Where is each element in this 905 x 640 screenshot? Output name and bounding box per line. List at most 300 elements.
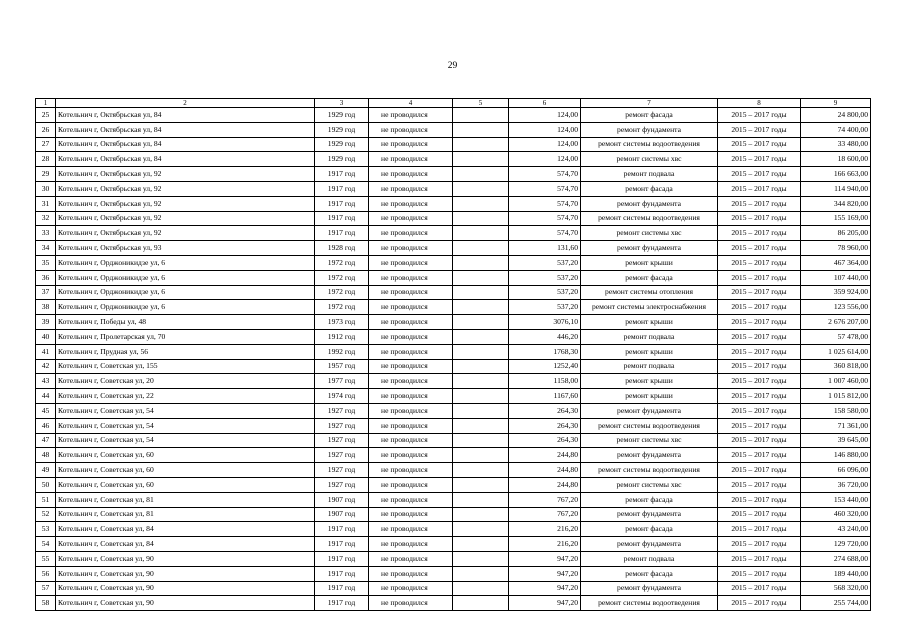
row-number-cell: 39 xyxy=(36,315,56,330)
cell-empty-cell xyxy=(453,122,509,137)
last-repair-cell: не проводился xyxy=(369,566,453,581)
build-year-cell: 1929 год xyxy=(315,108,369,123)
area-cell: 124,00 xyxy=(509,152,581,167)
cell-empty-cell xyxy=(453,463,509,478)
period-cell: 2015 – 2017 годы xyxy=(718,477,801,492)
area-cell: 244,80 xyxy=(509,477,581,492)
last-repair-cell: не проводился xyxy=(369,551,453,566)
last-repair-cell: не проводился xyxy=(369,507,453,522)
build-year-cell: 1917 год xyxy=(315,537,369,552)
table-row xyxy=(36,418,871,433)
row-number-cell: 41 xyxy=(36,344,56,359)
area-cell: 264,30 xyxy=(509,433,581,448)
table-row xyxy=(36,566,871,581)
repair-plan-table xyxy=(35,98,871,611)
cost-cell: 24 800,00 xyxy=(801,108,871,123)
row-number-cell: 33 xyxy=(36,226,56,241)
work-type-cell: ремонт крыши xyxy=(581,344,718,359)
area-cell: 1252,40 xyxy=(509,359,581,374)
cost-cell: 274 688,00 xyxy=(801,551,871,566)
address-cell: Котельнич г, Советская ул, 81 xyxy=(56,492,315,507)
table-row xyxy=(36,581,871,596)
table-row xyxy=(36,270,871,285)
build-year-cell: 1912 год xyxy=(315,329,369,344)
cell-empty-cell xyxy=(453,226,509,241)
work-type-cell: ремонт фасада xyxy=(581,566,718,581)
last-repair-cell: не проводился xyxy=(369,255,453,270)
build-year-cell: 1927 год xyxy=(315,477,369,492)
table-body xyxy=(36,108,871,611)
row-number-cell: 27 xyxy=(36,137,56,152)
table-row xyxy=(36,122,871,137)
period-cell: 2015 – 2017 годы xyxy=(718,122,801,137)
work-type-cell: ремонт системы хвс xyxy=(581,226,718,241)
period-cell: 2015 – 2017 годы xyxy=(718,522,801,537)
cell-empty-cell xyxy=(453,211,509,226)
work-type-cell: ремонт крыши xyxy=(581,374,718,389)
build-year-cell: 1977 год xyxy=(315,374,369,389)
area-cell: 216,20 xyxy=(509,537,581,552)
period-cell: 2015 – 2017 годы xyxy=(718,196,801,211)
area-cell: 537,20 xyxy=(509,255,581,270)
cell-empty-cell xyxy=(453,389,509,404)
build-year-cell: 1927 год xyxy=(315,403,369,418)
cell-empty-cell xyxy=(453,359,509,374)
cell-empty-cell xyxy=(453,492,509,507)
work-type-cell: ремонт фасада xyxy=(581,181,718,196)
cell-empty-cell xyxy=(453,566,509,581)
area-cell: 264,30 xyxy=(509,418,581,433)
table-row xyxy=(36,211,871,226)
row-number-cell: 37 xyxy=(36,285,56,300)
cost-cell: 43 240,00 xyxy=(801,522,871,537)
row-number-cell: 34 xyxy=(36,241,56,256)
area-cell: 947,20 xyxy=(509,551,581,566)
last-repair-cell: не проводился xyxy=(369,522,453,537)
row-number-cell: 28 xyxy=(36,152,56,167)
header-row xyxy=(36,99,871,108)
cell-empty-cell xyxy=(453,108,509,123)
area-cell: 244,80 xyxy=(509,448,581,463)
cell-empty-cell xyxy=(453,581,509,596)
work-type-cell: ремонт фундамента xyxy=(581,196,718,211)
table-row xyxy=(36,477,871,492)
period-cell: 2015 – 2017 годы xyxy=(718,181,801,196)
address-cell: Котельнич г, Советская ул, 81 xyxy=(56,507,315,522)
address-cell: Котельнич г, Октябрьская ул, 84 xyxy=(56,108,315,123)
address-cell: Котельнич г, Орджоникидзе ул, 6 xyxy=(56,285,315,300)
area-cell: 537,20 xyxy=(509,285,581,300)
cost-cell: 467 364,00 xyxy=(801,255,871,270)
build-year-cell: 1917 год xyxy=(315,167,369,182)
last-repair-cell: не проводился xyxy=(369,211,453,226)
address-cell: Котельнич г, Октябрьская ул, 92 xyxy=(56,181,315,196)
build-year-cell: 1917 год xyxy=(315,566,369,581)
table-row xyxy=(36,389,871,404)
last-repair-cell: не проводился xyxy=(369,226,453,241)
period-cell: 2015 – 2017 годы xyxy=(718,537,801,552)
cost-cell: 146 880,00 xyxy=(801,448,871,463)
period-cell: 2015 – 2017 годы xyxy=(718,359,801,374)
row-number-cell: 43 xyxy=(36,374,56,389)
work-type-cell: ремонт системы водоотведения xyxy=(581,211,718,226)
period-cell: 2015 – 2017 годы xyxy=(718,492,801,507)
work-type-cell: ремонт системы водоотведения xyxy=(581,418,718,433)
table-row xyxy=(36,448,871,463)
cost-cell: 158 580,00 xyxy=(801,403,871,418)
last-repair-cell: не проводился xyxy=(369,359,453,374)
address-cell: Котельнич г, Советская ул, 84 xyxy=(56,522,315,537)
area-cell: 537,20 xyxy=(509,270,581,285)
last-repair-cell: не проводился xyxy=(369,167,453,182)
work-type-cell: ремонт крыши xyxy=(581,389,718,404)
last-repair-cell: не проводился xyxy=(369,492,453,507)
row-number-cell: 29 xyxy=(36,167,56,182)
row-number-cell: 45 xyxy=(36,403,56,418)
area-cell: 124,00 xyxy=(509,108,581,123)
last-repair-cell: не проводился xyxy=(369,270,453,285)
cell-empty-cell xyxy=(453,167,509,182)
address-cell: Котельнич г, Орджоникидзе ул, 6 xyxy=(56,270,315,285)
last-repair-cell: не проводился xyxy=(369,137,453,152)
table-row xyxy=(36,507,871,522)
cost-cell: 155 169,00 xyxy=(801,211,871,226)
area-cell: 131,60 xyxy=(509,241,581,256)
cell-empty-cell xyxy=(453,300,509,315)
table-row xyxy=(36,403,871,418)
build-year-cell: 1917 год xyxy=(315,551,369,566)
table-row xyxy=(36,359,871,374)
build-year-cell: 1972 год xyxy=(315,285,369,300)
table-row xyxy=(36,551,871,566)
work-type-cell: ремонт подвала xyxy=(581,551,718,566)
address-cell: Котельнич г, Октябрьская ул, 92 xyxy=(56,211,315,226)
row-number-cell: 30 xyxy=(36,181,56,196)
cost-cell: 568 320,00 xyxy=(801,581,871,596)
address-cell: Котельнич г, Октябрьская ул, 92 xyxy=(56,226,315,241)
work-type-cell: ремонт фундамента xyxy=(581,241,718,256)
cell-empty-cell xyxy=(453,507,509,522)
last-repair-cell: не проводился xyxy=(369,181,453,196)
cell-empty-cell xyxy=(453,152,509,167)
address-cell: Котельнич г, Советская ул, 60 xyxy=(56,477,315,492)
build-year-cell: 1927 год xyxy=(315,448,369,463)
last-repair-cell: не проводился xyxy=(369,433,453,448)
cell-empty-cell xyxy=(453,403,509,418)
column-header: 2 xyxy=(56,99,315,108)
build-year-cell: 1917 год xyxy=(315,211,369,226)
cell-empty-cell xyxy=(453,315,509,330)
cost-cell: 360 818,00 xyxy=(801,359,871,374)
last-repair-cell: не проводился xyxy=(369,315,453,330)
cell-empty-cell xyxy=(453,196,509,211)
last-repair-cell: не проводился xyxy=(369,448,453,463)
build-year-cell: 1929 год xyxy=(315,152,369,167)
address-cell: Котельнич г, Октябрьская ул, 84 xyxy=(56,137,315,152)
last-repair-cell: не проводился xyxy=(369,285,453,300)
address-cell: Котельнич г, Советская ул, 22 xyxy=(56,389,315,404)
cell-empty-cell xyxy=(453,329,509,344)
table-row xyxy=(36,374,871,389)
period-cell: 2015 – 2017 годы xyxy=(718,211,801,226)
table-row xyxy=(36,137,871,152)
work-type-cell: ремонт системы хвс xyxy=(581,152,718,167)
build-year-cell: 1907 год xyxy=(315,492,369,507)
area-cell: 264,30 xyxy=(509,403,581,418)
cell-empty-cell xyxy=(453,137,509,152)
cell-empty-cell xyxy=(453,270,509,285)
period-cell: 2015 – 2017 годы xyxy=(718,344,801,359)
address-cell: Котельнич г, Октябрьская ул, 84 xyxy=(56,152,315,167)
row-number-cell: 35 xyxy=(36,255,56,270)
last-repair-cell: не проводился xyxy=(369,403,453,418)
cell-empty-cell xyxy=(453,241,509,256)
period-cell: 2015 – 2017 годы xyxy=(718,300,801,315)
cost-cell: 74 400,00 xyxy=(801,122,871,137)
cell-empty-cell xyxy=(453,448,509,463)
table-row xyxy=(36,300,871,315)
table-row xyxy=(36,492,871,507)
build-year-cell: 1927 год xyxy=(315,433,369,448)
table-row xyxy=(36,329,871,344)
row-number-cell: 55 xyxy=(36,551,56,566)
last-repair-cell: не проводился xyxy=(369,196,453,211)
row-number-cell: 38 xyxy=(36,300,56,315)
table-row xyxy=(36,433,871,448)
cell-empty-cell xyxy=(453,522,509,537)
row-number-cell: 53 xyxy=(36,522,56,537)
work-type-cell: ремонт системы хвс xyxy=(581,433,718,448)
cell-empty-cell xyxy=(453,596,509,611)
table-row xyxy=(36,181,871,196)
build-year-cell: 1927 год xyxy=(315,418,369,433)
row-number-cell: 32 xyxy=(36,211,56,226)
area-cell: 1167,60 xyxy=(509,389,581,404)
area-cell: 767,20 xyxy=(509,492,581,507)
column-header: 4 xyxy=(369,99,453,108)
cost-cell: 1 015 812,00 xyxy=(801,389,871,404)
cost-cell: 57 478,00 xyxy=(801,329,871,344)
period-cell: 2015 – 2017 годы xyxy=(718,329,801,344)
area-cell: 1768,30 xyxy=(509,344,581,359)
work-type-cell: ремонт фундамента xyxy=(581,507,718,522)
build-year-cell: 1992 год xyxy=(315,344,369,359)
row-number-cell: 49 xyxy=(36,463,56,478)
work-type-cell: ремонт фундамента xyxy=(581,403,718,418)
build-year-cell: 1917 год xyxy=(315,181,369,196)
period-cell: 2015 – 2017 годы xyxy=(718,226,801,241)
build-year-cell: 1927 год xyxy=(315,463,369,478)
area-cell: 947,20 xyxy=(509,566,581,581)
table-row xyxy=(36,152,871,167)
work-type-cell: ремонт системы водоотведения xyxy=(581,596,718,611)
page-number: 29 xyxy=(447,61,458,71)
period-cell: 2015 – 2017 годы xyxy=(718,433,801,448)
address-cell: Котельнич г, Советская ул, 84 xyxy=(56,537,315,552)
last-repair-cell: не проводился xyxy=(369,108,453,123)
row-number-cell: 46 xyxy=(36,418,56,433)
address-cell: Котельнич г, Пролетарская ул, 70 xyxy=(56,329,315,344)
table-row xyxy=(36,255,871,270)
last-repair-cell: не проводился xyxy=(369,241,453,256)
area-cell: 124,00 xyxy=(509,137,581,152)
cost-cell: 114 940,00 xyxy=(801,181,871,196)
area-cell: 947,20 xyxy=(509,581,581,596)
last-repair-cell: не проводился xyxy=(369,581,453,596)
address-cell: Котельнич г, Советская ул, 90 xyxy=(56,581,315,596)
row-number-cell: 57 xyxy=(36,581,56,596)
address-cell: Котельнич г, Советская ул, 90 xyxy=(56,551,315,566)
row-number-cell: 36 xyxy=(36,270,56,285)
build-year-cell: 1917 год xyxy=(315,522,369,537)
area-cell: 767,20 xyxy=(509,507,581,522)
work-type-cell: ремонт крыши xyxy=(581,255,718,270)
last-repair-cell: не проводился xyxy=(369,463,453,478)
row-number-cell: 54 xyxy=(36,537,56,552)
table-row xyxy=(36,315,871,330)
cell-empty-cell xyxy=(453,537,509,552)
area-cell: 947,20 xyxy=(509,596,581,611)
work-type-cell: ремонт фасада xyxy=(581,270,718,285)
period-cell: 2015 – 2017 годы xyxy=(718,389,801,404)
last-repair-cell: не проводился xyxy=(369,374,453,389)
row-number-cell: 48 xyxy=(36,448,56,463)
cost-cell: 166 663,00 xyxy=(801,167,871,182)
area-cell: 537,20 xyxy=(509,300,581,315)
table-row xyxy=(36,167,871,182)
build-year-cell: 1973 год xyxy=(315,315,369,330)
build-year-cell: 1972 год xyxy=(315,270,369,285)
area-cell: 574,70 xyxy=(509,226,581,241)
cost-cell: 33 480,00 xyxy=(801,137,871,152)
period-cell: 2015 – 2017 годы xyxy=(718,551,801,566)
period-cell: 2015 – 2017 годы xyxy=(718,285,801,300)
build-year-cell: 1928 год xyxy=(315,241,369,256)
address-cell: Котельнич г, Советская ул, 54 xyxy=(56,418,315,433)
table-row xyxy=(36,285,871,300)
work-type-cell: ремонт подвала xyxy=(581,359,718,374)
build-year-cell: 1917 год xyxy=(315,226,369,241)
column-header: 8 xyxy=(718,99,801,108)
address-cell: Котельнич г, Советская ул, 20 xyxy=(56,374,315,389)
period-cell: 2015 – 2017 годы xyxy=(718,152,801,167)
table-row xyxy=(36,108,871,123)
address-cell: Котельнич г, Орджоникидзе ул, 6 xyxy=(56,255,315,270)
work-type-cell: ремонт фундамента xyxy=(581,448,718,463)
area-cell: 574,70 xyxy=(509,196,581,211)
area-cell: 3076,10 xyxy=(509,315,581,330)
address-cell: Котельнич г, Прудная ул, 56 xyxy=(56,344,315,359)
table-row xyxy=(36,226,871,241)
table-row xyxy=(36,344,871,359)
cost-cell: 153 440,00 xyxy=(801,492,871,507)
build-year-cell: 1929 год xyxy=(315,122,369,137)
period-cell: 2015 – 2017 годы xyxy=(718,315,801,330)
area-cell: 124,00 xyxy=(509,122,581,137)
work-type-cell: ремонт фасада xyxy=(581,492,718,507)
address-cell: Котельнич г, Советская ул, 54 xyxy=(56,403,315,418)
period-cell: 2015 – 2017 годы xyxy=(718,374,801,389)
build-year-cell: 1907 год xyxy=(315,507,369,522)
row-number-cell: 42 xyxy=(36,359,56,374)
cost-cell: 66 096,00 xyxy=(801,463,871,478)
table-row xyxy=(36,537,871,552)
cost-cell: 460 320,00 xyxy=(801,507,871,522)
build-year-cell: 1917 год xyxy=(315,196,369,211)
area-cell: 574,70 xyxy=(509,211,581,226)
last-repair-cell: не проводился xyxy=(369,122,453,137)
area-cell: 574,70 xyxy=(509,181,581,196)
last-repair-cell: не проводился xyxy=(369,300,453,315)
period-cell: 2015 – 2017 годы xyxy=(718,167,801,182)
row-number-cell: 44 xyxy=(36,389,56,404)
work-type-cell: ремонт подвала xyxy=(581,329,718,344)
address-cell: Котельнич г, Советская ул, 60 xyxy=(56,448,315,463)
period-cell: 2015 – 2017 годы xyxy=(718,137,801,152)
last-repair-cell: не проводился xyxy=(369,152,453,167)
row-number-cell: 58 xyxy=(36,596,56,611)
period-cell: 2015 – 2017 годы xyxy=(718,255,801,270)
build-year-cell: 1972 год xyxy=(315,255,369,270)
table-row xyxy=(36,522,871,537)
work-type-cell: ремонт фасада xyxy=(581,522,718,537)
build-year-cell: 1917 год xyxy=(315,596,369,611)
work-type-cell: ремонт фасада xyxy=(581,108,718,123)
period-cell: 2015 – 2017 годы xyxy=(718,403,801,418)
cost-cell: 344 820,00 xyxy=(801,196,871,211)
row-number-cell: 40 xyxy=(36,329,56,344)
cost-cell: 36 720,00 xyxy=(801,477,871,492)
row-number-cell: 52 xyxy=(36,507,56,522)
last-repair-cell: не проводился xyxy=(369,537,453,552)
column-header: 9 xyxy=(801,99,871,108)
work-type-cell: ремонт фундамента xyxy=(581,122,718,137)
address-cell: Котельнич г, Октябрьская ул, 92 xyxy=(56,167,315,182)
period-cell: 2015 – 2017 годы xyxy=(718,507,801,522)
period-cell: 2015 – 2017 годы xyxy=(718,463,801,478)
area-cell: 216,20 xyxy=(509,522,581,537)
period-cell: 2015 – 2017 годы xyxy=(718,566,801,581)
cost-cell: 2 676 207,00 xyxy=(801,315,871,330)
last-repair-cell: не проводился xyxy=(369,596,453,611)
row-number-cell: 51 xyxy=(36,492,56,507)
work-type-cell: ремонт подвала xyxy=(581,167,718,182)
cost-cell: 189 440,00 xyxy=(801,566,871,581)
period-cell: 2015 – 2017 годы xyxy=(718,241,801,256)
cell-empty-cell xyxy=(453,285,509,300)
column-header: 1 xyxy=(36,99,56,108)
address-cell: Котельнич г, Советская ул, 155 xyxy=(56,359,315,374)
build-year-cell: 1972 год xyxy=(315,300,369,315)
cost-cell: 18 600,00 xyxy=(801,152,871,167)
last-repair-cell: не проводился xyxy=(369,389,453,404)
address-cell: Котельнич г, Советская ул, 90 xyxy=(56,596,315,611)
work-type-cell: ремонт крыши xyxy=(581,315,718,330)
address-cell: Котельнич г, Советская ул, 60 xyxy=(56,463,315,478)
last-repair-cell: не проводился xyxy=(369,477,453,492)
cost-cell: 123 556,00 xyxy=(801,300,871,315)
period-cell: 2015 – 2017 годы xyxy=(718,581,801,596)
column-header: 7 xyxy=(581,99,718,108)
work-type-cell: ремонт системы отопления xyxy=(581,285,718,300)
work-type-cell: ремонт системы водоотведения xyxy=(581,463,718,478)
cell-empty-cell xyxy=(453,418,509,433)
area-cell: 574,70 xyxy=(509,167,581,182)
cost-cell: 78 960,00 xyxy=(801,241,871,256)
address-cell: Котельнич г, Победы ул, 48 xyxy=(56,315,315,330)
table-row xyxy=(36,241,871,256)
cost-cell: 107 440,00 xyxy=(801,270,871,285)
